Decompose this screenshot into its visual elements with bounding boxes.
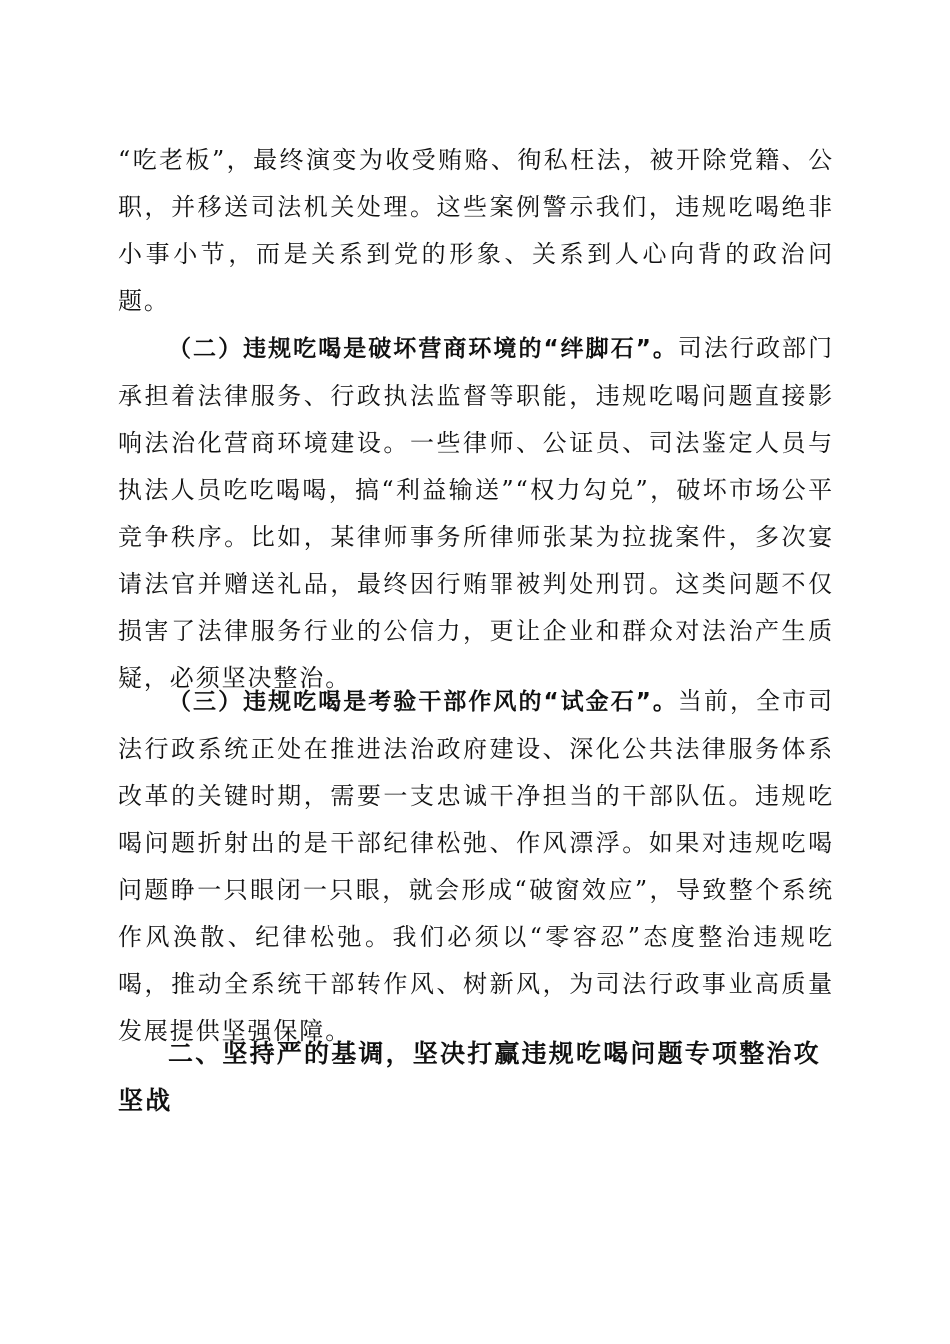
section-3-body: 当前，全市司法行政系统正处在推进法治政府建设、深化公共法律服务体系改革的关键时期，需要一支忠诚干净担当的干部队伍。违规吃喝问题折射出的是干部纪律松弛、作风漂浮。如果对违规吃喝问题睁一只眼闭一只眼，就会形成“破窗效应”，导致整个系统作风涣散、纪律松弛。我们必须以“零容忍”态度整治违规吃喝，推动全系统干部转作风、树新风，为司法行政事业高质量发展提供坚强保障。 [118,687,834,1045]
paragraph-continuation: “吃老板”，最终演变为收受贿赂、徇私枉法，被开除党籍、公职，并移送司法机关处理。这些案例警示我们，违规吃喝绝非小事小节，而是关系到党的形象、关系到人心向背的政治问题。 [118,146,834,315]
section-2-lead: （二）违规吃喝是破坏营商环境的“绊脚石”。 [168,336,678,362]
section-3-lead: （三）违规吃喝是考验干部作风的“试金石”。 [168,689,678,715]
paragraph-section-3 [118,678,834,1055]
section-heading: 二、坚持严的基调，坚决打赢违规吃喝问题专项整治攻坚战 [118,1039,821,1115]
section-2-body: 司法行政部门承担着法律服务、行政执法监督等职能，违规吃喝问题直接影响法治化营商环境建设。一些律师、公证员、司法鉴定人员与执法人员吃吃喝喝，搞“利益输送”“权力勾兑”，破坏市场公平竞争秩序。比如，某律师事务所律师张某为拉拢案件，多次宴请法官并赠送礼品，最终因行贿罪被判处刑罚。这类问题不仅损害了法律服务行业的公信力，更让企业和群众对法治产生质疑，必须坚决整治。 [118,334,834,692]
paragraph-section-2 [118,325,834,702]
